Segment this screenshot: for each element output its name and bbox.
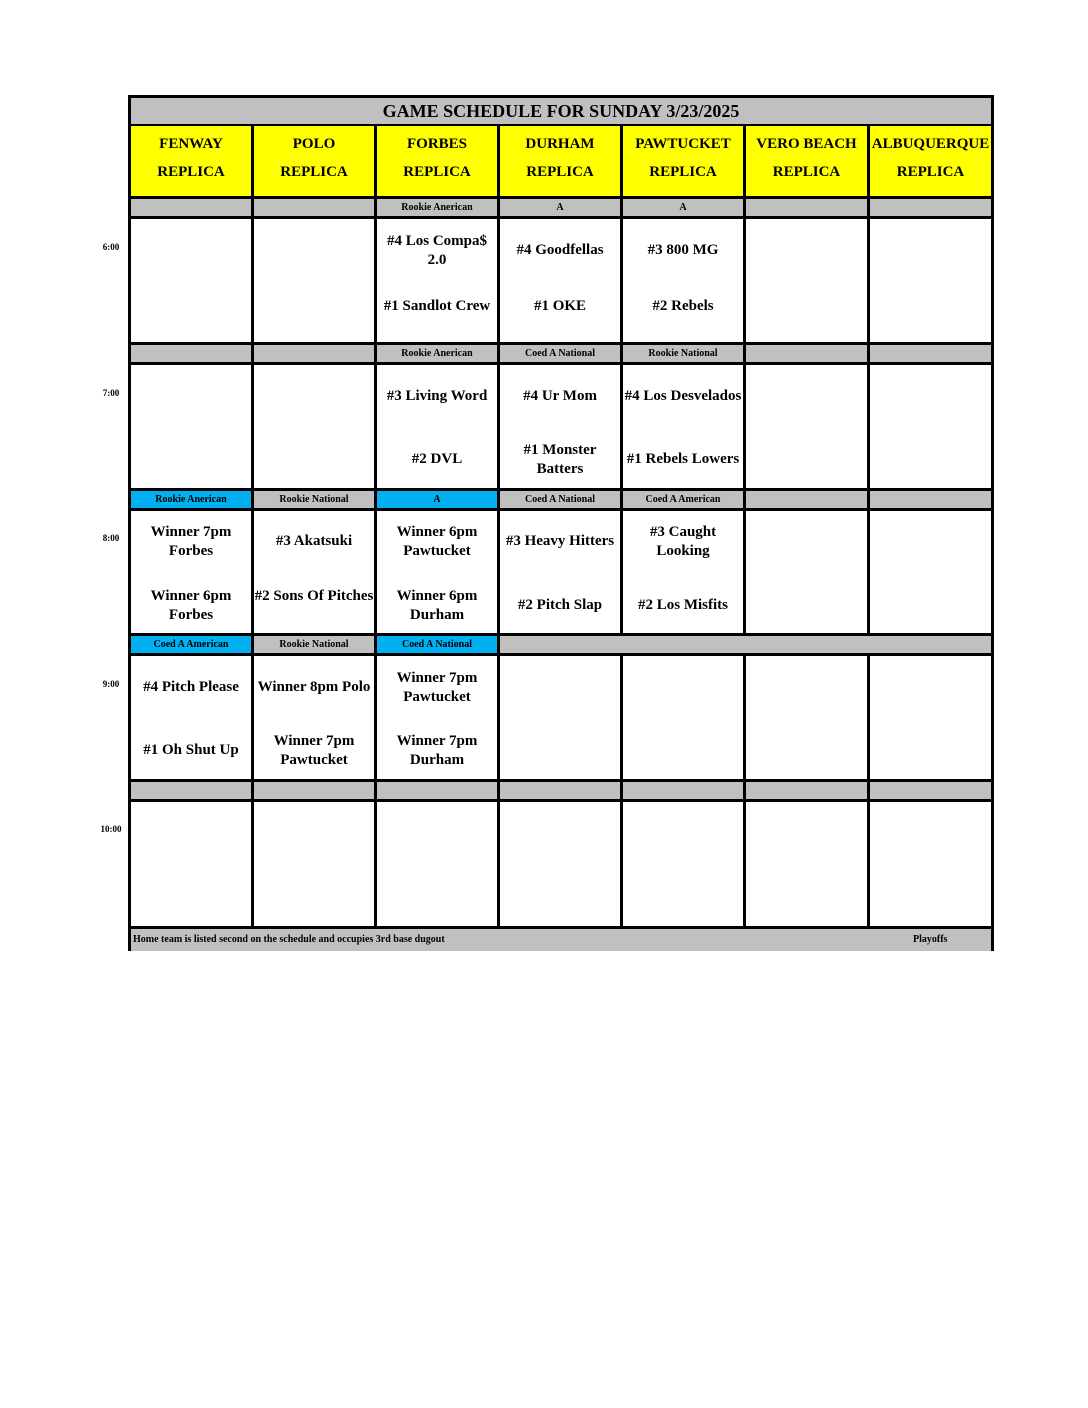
division-label: Rookie National <box>623 345 746 362</box>
division-label <box>746 782 870 799</box>
game-cell <box>377 365 500 489</box>
field-sub: REPLICA <box>649 164 717 180</box>
division-label: Coed A National <box>500 345 623 362</box>
field-header-forbes <box>377 126 500 199</box>
division-label: A <box>500 199 623 216</box>
division-label <box>254 345 377 362</box>
game-cell <box>746 802 870 926</box>
time-label-10: 10:00 <box>100 824 122 834</box>
division-label <box>746 345 870 362</box>
field-sub: REPLICA <box>896 164 965 180</box>
division-row <box>131 345 991 362</box>
field-sub: REPLICA <box>280 164 348 180</box>
division-label: Rookie Anerican <box>377 345 500 362</box>
game-cell <box>377 219 500 343</box>
home-team: #2 Pitch Slap <box>517 597 603 613</box>
away-team: Winner 8pm Polo <box>257 679 371 695</box>
game-cell <box>131 656 254 780</box>
game-cell <box>254 365 377 489</box>
field-sub: REPLICA <box>403 164 471 180</box>
field-name: FORBES <box>406 136 467 152</box>
game-cell <box>377 656 500 780</box>
game-cell <box>254 802 377 926</box>
game-cell <box>131 219 254 343</box>
division-label: Coed A National <box>377 636 500 653</box>
game-cell <box>746 219 870 343</box>
game-cell <box>500 511 623 635</box>
division-label <box>131 199 254 216</box>
away-team: #3 Akatsuki <box>275 533 353 549</box>
game-cell <box>623 219 746 343</box>
division-row <box>131 491 991 508</box>
division-label <box>131 782 254 799</box>
game-cell <box>870 365 991 489</box>
away-team: #3 800 MG <box>647 242 719 258</box>
division-label <box>746 491 870 508</box>
game-cell <box>746 365 870 489</box>
division-label <box>870 199 991 216</box>
game-cell <box>254 511 377 635</box>
game-cell <box>623 656 746 780</box>
field-sub: REPLICA <box>157 164 225 180</box>
away-team: #3 Living Word <box>386 388 488 404</box>
game-cell <box>500 656 623 780</box>
game-cell <box>746 656 870 780</box>
schedule-sheet <box>128 95 994 951</box>
game-cell <box>254 219 377 343</box>
game-cell <box>377 511 500 635</box>
game-cell <box>623 365 746 489</box>
division-label: Rookie National <box>254 636 377 653</box>
game-cell <box>623 802 746 926</box>
division-label <box>623 782 746 799</box>
away-team: #4 Goodfellas <box>516 242 604 258</box>
division-label <box>500 782 623 799</box>
game-cell <box>254 656 377 780</box>
away-team: #4 Ur Mom <box>523 388 597 404</box>
away-team: #4 Los Desvelados <box>624 388 742 404</box>
game-cell <box>870 656 991 780</box>
division-label <box>870 491 991 508</box>
field-header-polo <box>254 126 377 199</box>
field-header-fenway <box>131 126 254 199</box>
game-cell <box>500 802 623 926</box>
game-cell <box>870 511 991 635</box>
division-label <box>500 636 991 653</box>
schedule-title: GAME SCHEDULE FOR SUNDAY 3/23/2025 <box>131 98 991 126</box>
game-cell <box>131 511 254 635</box>
division-label: Rookie Anerican <box>377 199 500 216</box>
time-slot-row <box>131 656 991 780</box>
division-row <box>131 782 991 799</box>
home-team: #2 Los Misfits <box>638 597 728 613</box>
playoffs-label: Playoffs <box>913 934 948 945</box>
time-slot-row <box>131 219 991 343</box>
division-label <box>377 782 500 799</box>
field-name: DURHAM <box>525 136 595 152</box>
game-cell <box>870 219 991 343</box>
home-team: Winner 6pm Durham <box>396 588 478 623</box>
home-team: #2 DVL <box>411 451 463 467</box>
game-cell <box>746 511 870 635</box>
home-team: #1 Sandlot Crew <box>383 298 491 314</box>
time-label-8: 8:00 <box>102 533 120 543</box>
field-header-pawtucket <box>623 126 746 199</box>
field-sub: REPLICA <box>772 164 841 180</box>
game-cell <box>623 511 746 635</box>
away-team: #3 Caught Looking <box>649 524 717 559</box>
field-header-vero-beach <box>746 126 870 199</box>
game-cell <box>500 365 623 489</box>
division-label <box>254 199 377 216</box>
division-label <box>870 345 991 362</box>
division-label: Coed A American <box>623 491 746 508</box>
time-slot-row <box>131 511 991 635</box>
time-slot-row <box>131 802 991 926</box>
home-team: #1 Oh Shut Up <box>143 742 239 758</box>
field-header-row <box>131 126 991 198</box>
game-cell <box>131 365 254 489</box>
away-team: Winner 7pm Pawtucket <box>396 670 478 705</box>
division-label: Coed A National <box>500 491 623 508</box>
game-cell <box>131 802 254 926</box>
away-team: Winner 6pm Pawtucket <box>396 524 478 559</box>
time-slot-row <box>131 365 991 489</box>
field-name: ALBUQUERQUE <box>871 136 990 152</box>
division-label <box>746 199 870 216</box>
division-label: Rookie Anerican <box>131 491 254 508</box>
field-header-durham <box>500 126 623 199</box>
division-row <box>131 636 991 653</box>
division-label: A <box>377 491 500 508</box>
schedule-footer <box>131 926 991 951</box>
division-label <box>254 782 377 799</box>
away-team: Winner 7pm Forbes <box>150 524 232 559</box>
home-team: #1 Monster Batters <box>523 442 597 477</box>
division-label: Coed A American <box>131 636 254 653</box>
field-name: FENWAY <box>159 136 223 152</box>
home-team-note: Home team is listed second on the schedule and occupies 3rd base dugout <box>133 934 445 945</box>
time-label-6: 6:00 <box>102 242 120 252</box>
field-name: PAWTUCKET <box>635 136 731 152</box>
division-label <box>131 345 254 362</box>
time-label-9: 9:00 <box>102 679 120 689</box>
time-label-7: 7:00 <box>102 388 120 398</box>
home-team: #1 Rebels Lowers <box>626 451 740 467</box>
home-team: #1 OKE <box>533 298 587 314</box>
home-team: Winner 6pm Forbes <box>150 588 232 623</box>
game-cell <box>377 802 500 926</box>
game-cell <box>870 802 991 926</box>
home-team: #2 Rebels <box>652 298 714 314</box>
division-row <box>131 199 991 216</box>
home-team: #2 Sons Of Pitches <box>254 588 374 604</box>
game-cell <box>500 219 623 343</box>
away-team: #4 Pitch Please <box>143 679 239 695</box>
division-label: A <box>623 199 746 216</box>
away-team: #4 Los Compa$ 2.0 <box>386 233 487 268</box>
field-sub: REPLICA <box>526 164 594 180</box>
division-label: Rookie National <box>254 491 377 508</box>
home-team: Winner 7pm Durham <box>396 733 478 768</box>
field-name: POLO <box>292 136 336 152</box>
field-header-albuquerque <box>870 126 991 199</box>
home-team: Winner 7pm Pawtucket <box>273 733 355 768</box>
division-label <box>870 782 991 799</box>
field-name: VERO BEACH <box>756 136 857 152</box>
away-team: #3 Heavy Hitters <box>505 533 615 549</box>
